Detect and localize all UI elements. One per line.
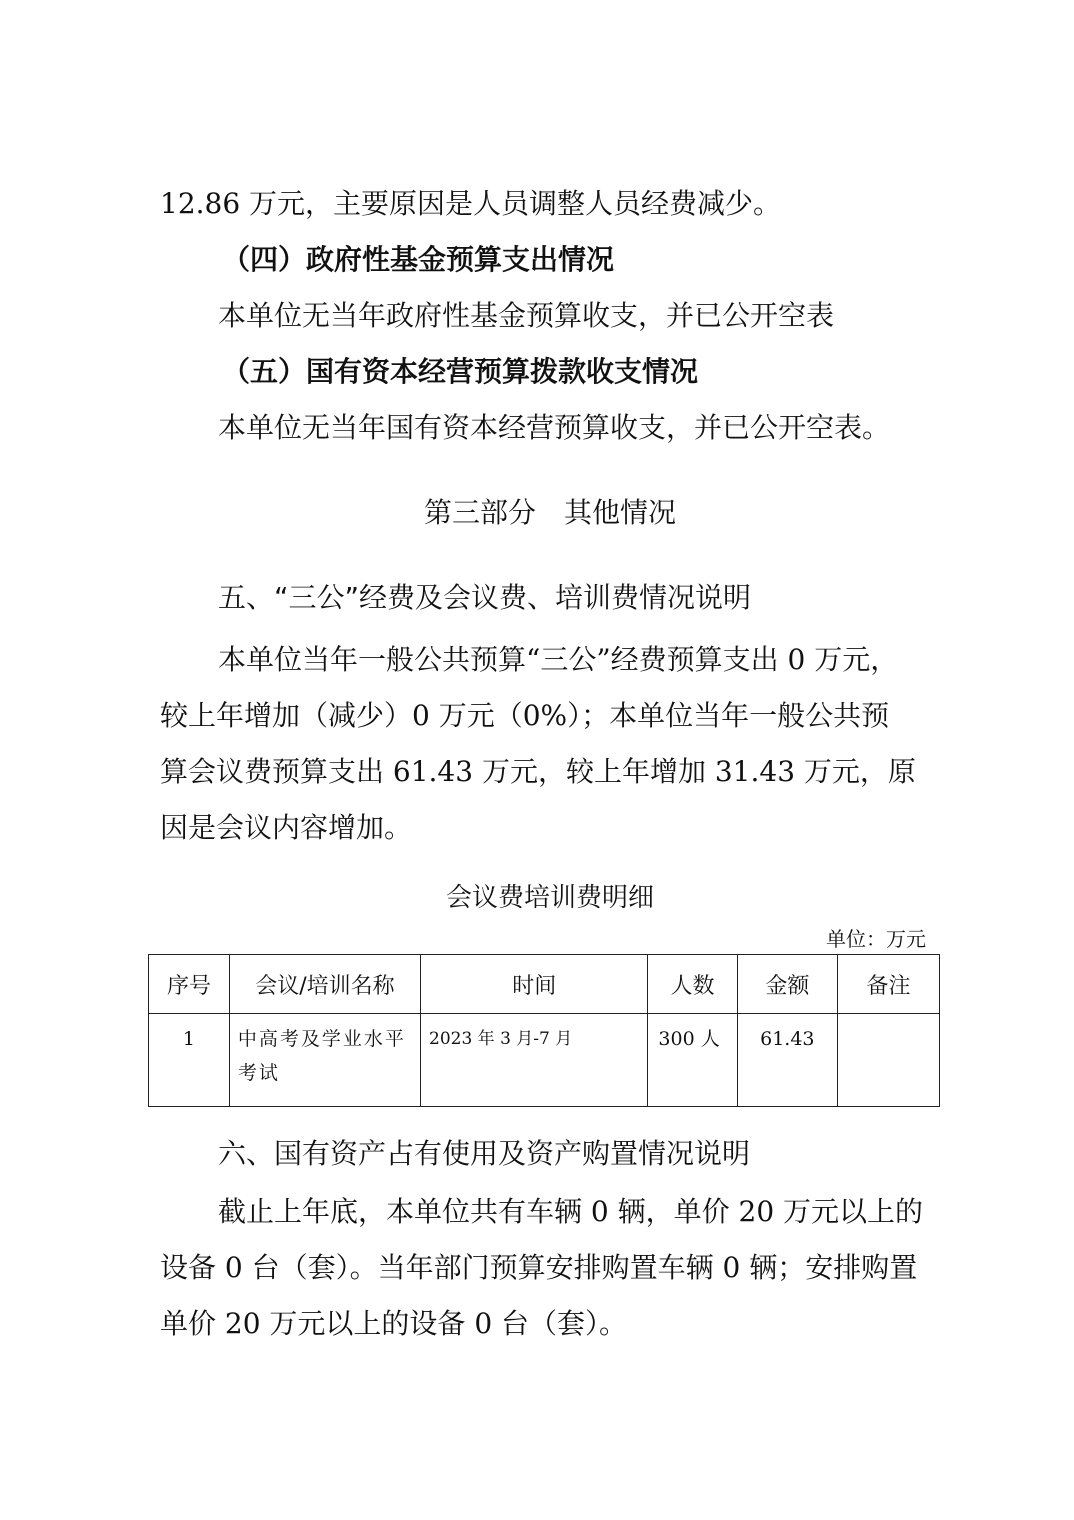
cell-time: 2023 年 3 月-7 月 [421,1014,648,1107]
header-name: 会议/培训名称 [229,955,420,1014]
cell-remark [838,1014,940,1107]
header-amount: 金额 [737,955,837,1014]
paragraph-three-public-l4: 因是会议内容增加。 [160,811,413,844]
cell-index: 1 [149,1014,230,1107]
paragraph-state-capital: 本单位无当年国有资本经营预算收支，并已公开空表。 [218,411,891,444]
table-row [149,1014,940,1107]
table-header-row [149,955,940,1014]
cell-people: 300 人 [648,1014,737,1107]
header-remark: 备注 [838,955,940,1014]
paragraph-three-public-l3: 算会议费预算支出 61.43 万元，较上年增加 31.43 万元，原 [160,755,916,788]
part-three-title: 第三部分 其他情况 [423,496,676,529]
cell-name: 中高考及学业水平考试 [229,1014,420,1107]
meeting-training-table [148,954,940,1107]
paragraph-three-public-l1: 本单位当年一般公共预算“三公”经费预算支出 0 万元， [218,643,899,676]
header-index: 序号 [149,955,230,1014]
table-unit: 单位：万元 [826,927,926,951]
paragraph-assets-l3: 单价 20 万元以上的设备 0 台（套）。 [160,1307,628,1340]
section-six-heading: 六、国有资产占有使用及资产购置情况说明 [218,1137,751,1170]
heading-government-fund: （四）政府性基金预算支出情况 [222,243,615,276]
paragraph-government-fund: 本单位无当年政府性基金预算收支，并已公开空表 [218,299,835,332]
header-people: 人数 [648,955,737,1014]
section-five-heading: 五、“三公”经费及会议费、培训费情况说明 [218,581,752,614]
table-title: 会议费培训费明细 [445,883,654,913]
header-time: 时间 [421,955,648,1014]
paragraph-assets-l2: 设备 0 台（套）。当年部门预算安排购置车辆 0 辆；安排购置 [160,1251,918,1284]
paragraph-continuation: 12.86 万元，主要原因是人员调整人员经费减少。 [160,187,782,220]
heading-state-capital: （五）国有资本经营预算拨款收支情况 [222,355,699,388]
paragraph-three-public-l2: 较上年增加（减少）0 万元（0%）；本单位当年一般公共预 [160,699,890,732]
paragraph-assets-l1: 截止上年底，本单位共有车辆 0 辆，单价 20 万元以上的 [218,1195,924,1228]
cell-amount: 61.43 [737,1014,837,1107]
